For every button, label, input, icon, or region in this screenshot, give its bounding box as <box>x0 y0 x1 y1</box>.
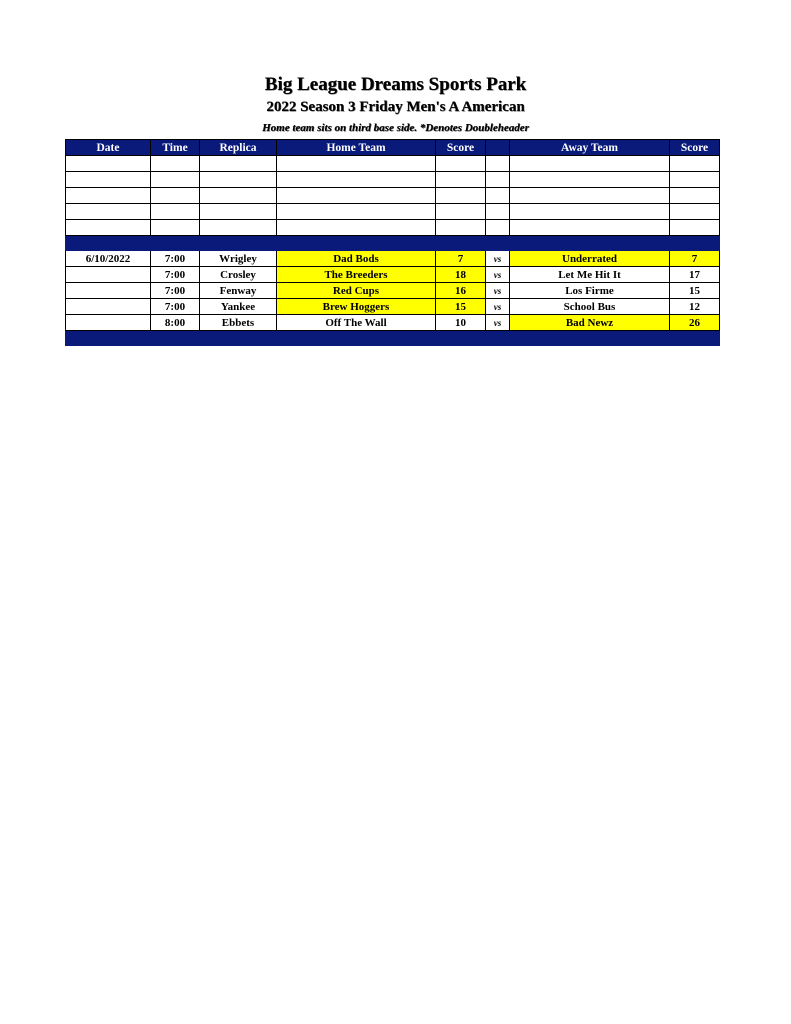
game-row <box>66 299 720 315</box>
vs-label: vs <box>486 267 510 283</box>
home-team: The Breeders <box>277 267 436 283</box>
game-date: 6/10/2022 <box>66 251 151 267</box>
home-team: Red Cups <box>277 283 436 299</box>
col-header-home-team: Home Team <box>277 140 436 156</box>
table-header-row <box>66 140 720 156</box>
away-team: Bad Newz <box>510 315 670 331</box>
page-title: Big League Dreams Sports Park <box>264 74 527 95</box>
home-team: Off The Wall <box>277 315 436 331</box>
game-time: 7:00 <box>151 251 200 267</box>
col-header-away-score: Score <box>670 140 720 156</box>
home-score: 15 <box>436 299 486 315</box>
empty-row <box>66 172 720 188</box>
col-header-replica: Replica <box>200 140 277 156</box>
col-header-date: Date <box>66 140 151 156</box>
vs-label: vs <box>486 251 510 267</box>
empty-row <box>66 220 720 236</box>
home-team: Brew Hoggers <box>277 299 436 315</box>
empty-row <box>66 204 720 220</box>
separator-row <box>66 236 720 251</box>
empty-row <box>66 156 720 172</box>
page-subtitle: 2022 Season 3 Friday Men's A American <box>266 99 525 115</box>
game-replica: Ebbets <box>200 315 277 331</box>
game-replica: Wrigley <box>200 251 277 267</box>
home-score: 16 <box>436 283 486 299</box>
game-time: 7:00 <box>151 283 200 299</box>
home-score: 18 <box>436 267 486 283</box>
game-replica: Yankee <box>200 299 277 315</box>
away-score: 15 <box>670 283 720 299</box>
game-date <box>66 283 151 299</box>
game-row <box>66 315 720 331</box>
col-header-time: Time <box>151 140 200 156</box>
game-date <box>66 299 151 315</box>
separator-row <box>66 331 720 346</box>
game-replica: Fenway <box>200 283 277 299</box>
game-date <box>66 315 151 331</box>
empty-row <box>66 188 720 204</box>
game-time: 8:00 <box>151 315 200 331</box>
game-row <box>66 267 720 283</box>
vs-label: vs <box>486 283 510 299</box>
away-score: 12 <box>670 299 720 315</box>
home-team: Dad Bods <box>277 251 436 267</box>
schedule-table <box>65 139 720 346</box>
game-date <box>66 267 151 283</box>
away-team: Underrated <box>510 251 670 267</box>
away-team: School Bus <box>510 299 670 315</box>
home-score: 10 <box>436 315 486 331</box>
away-team: Let Me Hit It <box>510 267 670 283</box>
home-score: 7 <box>436 251 486 267</box>
col-header-vs <box>486 140 510 156</box>
vs-label: vs <box>486 299 510 315</box>
schedule-note: Home team sits on third base side. *Denotes Doubleheader <box>262 122 529 134</box>
game-replica: Crosley <box>200 267 277 283</box>
col-header-away-team: Away Team <box>510 140 670 156</box>
away-score: 17 <box>670 267 720 283</box>
game-row <box>66 283 720 299</box>
away-score: 7 <box>670 251 720 267</box>
away-score: 26 <box>670 315 720 331</box>
away-team: Los Firme <box>510 283 670 299</box>
vs-label: vs <box>486 315 510 331</box>
game-time: 7:00 <box>151 299 200 315</box>
game-row <box>66 251 720 267</box>
game-time: 7:00 <box>151 267 200 283</box>
col-header-home-score: Score <box>436 140 486 156</box>
